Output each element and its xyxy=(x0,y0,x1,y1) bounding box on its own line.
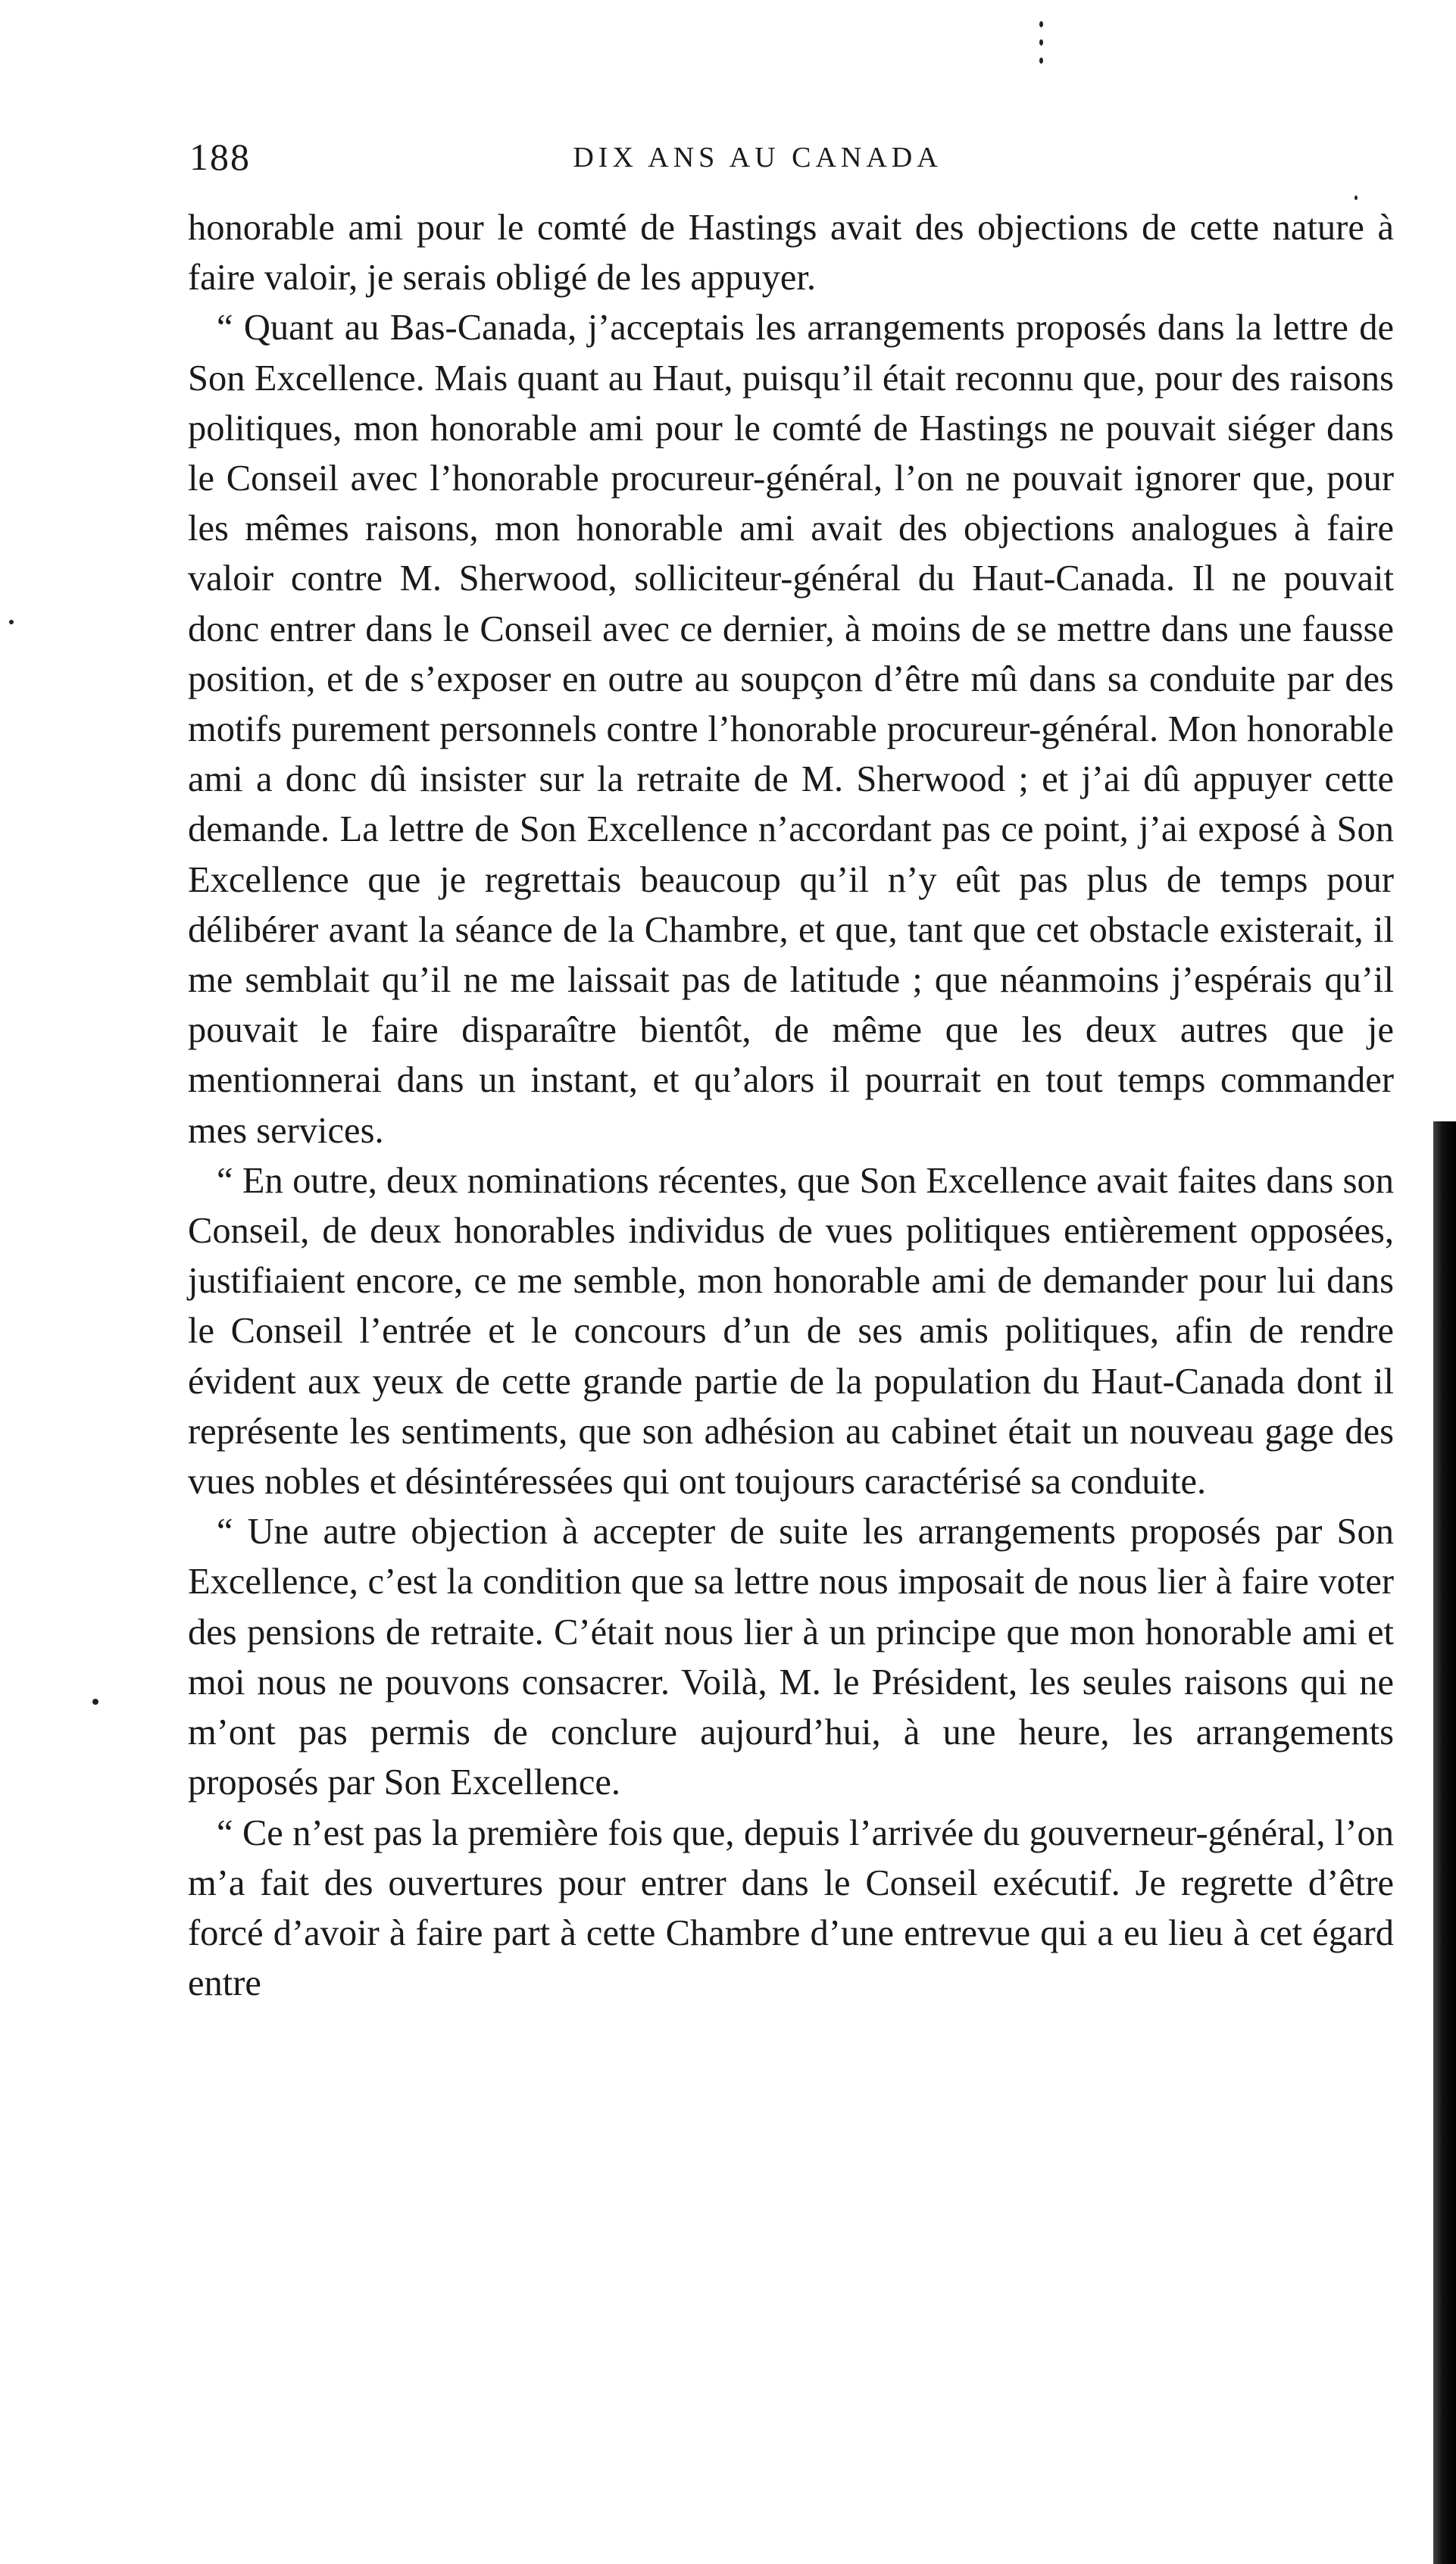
paragraph: “ En outre, deux nominations récentes, que Son Excellence avait faites dans son Conseil, de deux honorables individus de vues politiques entièrement opposées, justifiaient encore, ce me semble, mon honorable ami de demander pour lui dans le Conseil l’entrée et le concours d’un de ses amis politiques, afin de rendre évident aux yeux de cette grande partie de la population du Haut-Canada dont il représente les sentiments, que son adhésion au cabinet était un nouveau gage des vues nobles et désintéressées qui ont toujours caractérisé sa conduite. xyxy=(188,1160,1394,1502)
scan-speck xyxy=(92,1699,98,1705)
scan-speck xyxy=(1354,195,1358,200)
page-edge-shadow xyxy=(1433,1121,1456,2564)
paragraph: “ Ce n’est pas la première fois que, depuis l’arrivée du gouverneur-général, l’on m’a fait des ouvertures pour entrer dans le Conseil exécutif. Je regrette d’être forcé d’avoir à faire part à cette Chambre d’une entrevue qui a eu lieu à cet égard entre xyxy=(188,1812,1394,2004)
scan-speck xyxy=(1039,21,1043,27)
paragraph: honorable ami pour le comté de Hastings avait des objections de cette nature à faire valoir, je serais obligé de les appuyer. xyxy=(188,208,1394,299)
page-number: 188 xyxy=(189,136,251,178)
page-header xyxy=(189,135,1386,188)
paragraph: “ Une autre objection à accepter de suite les arrangements proposés par Son Excellence, c’est la condition que sa lettre nous imposait de nous lier à faire voter des pensions de retraite. C’était nous lier à un principe que mon honorable ami et moi nous ne pouvons consacrer. Voilà, M. le Président, les seules raisons qui ne m’ont pas permis de conclure aujourd’hui, à une heure, les arrangements proposés par Son Excellence. xyxy=(188,1512,1394,1803)
paragraph: “ Quant au Bas-Canada, j’acceptais les arrangements proposés dans la lettre de Son Excellence. Mais quant au Haut, puisqu’il était reconnu que, pour des raisons politiques, mon honorable ami pour le comté de Hastings ne pouvait siéger dans le Conseil avec l’honorable procureur-général, l’on ne pouvait ignorer que, pour les mêmes raisons, mon honorable ami avait des objections analogues à faire valoir contre M. Sherwood, solliciteur-général du Haut-Canada. Il ne pouvait donc entrer dans le Conseil avec ce dernier, à moins de se mettre dans une fausse position, et de s’exposer en outre au soupçon d’être mû dans sa conduite par des motifs purement personnels contre l’honorable procureur-général. Mon honorable ami a donc dû insister sur la retraite de M. Sherwood ; et j’ai dû appuyer cette demande. La lettre de Son Excellence n’accordant pas ce point, j’ai exposé à Son Excellence que je regrettais beaucoup qu’il n’y eût pas plus de temps pour délibérer avant la séance de la Chambre, et que, tant que cet obstacle existerait, il me semblait qu’il ne me laissait pas de latitude ; que néanmoins j’espérais qu’il pouvait le faire disparaître bientôt, de même que les deux autres que je mentionnerai dans un instant, et qu’alors il pourrait en tout temps commander mes services. xyxy=(188,308,1394,1151)
scan-speck xyxy=(1039,39,1043,45)
scan-speck xyxy=(9,620,14,624)
running-head: DIX ANS AU CANADA xyxy=(573,142,942,174)
body-text xyxy=(188,203,1394,2009)
scan-speck xyxy=(1039,58,1043,64)
